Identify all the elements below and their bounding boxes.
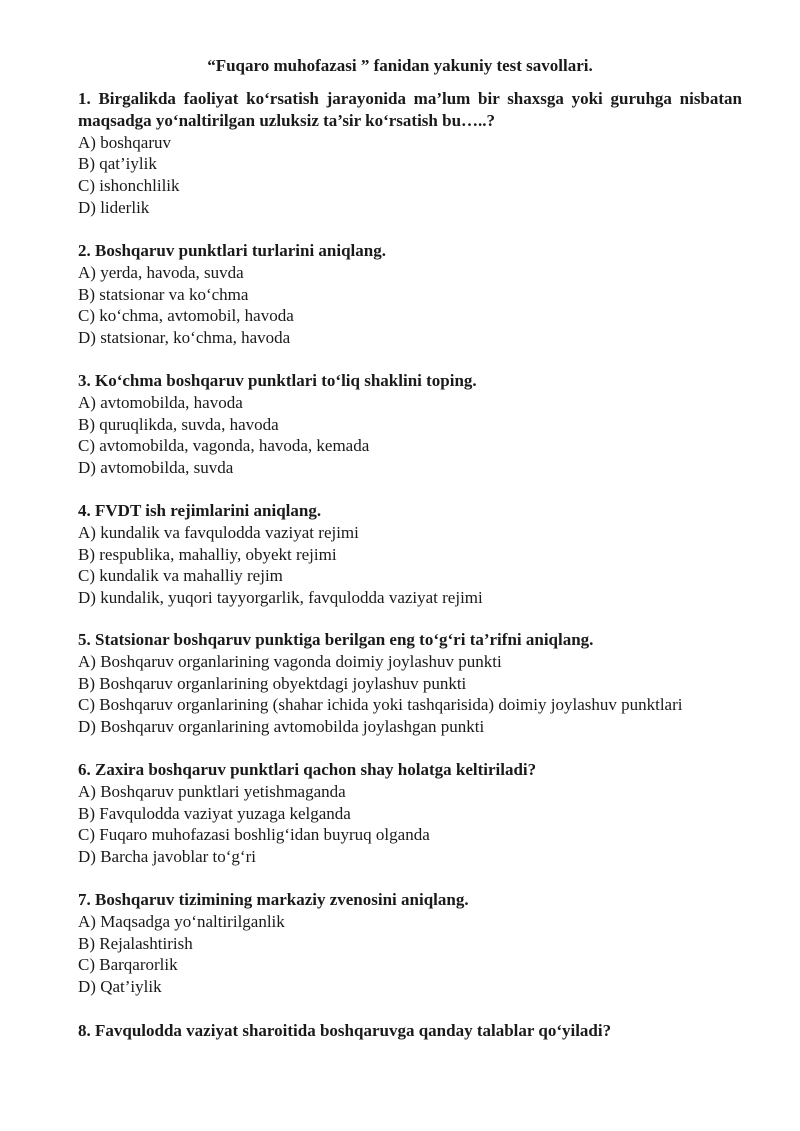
answer-option: A) Boshqaruv punktlari yetishmaganda xyxy=(78,781,346,801)
question-3 xyxy=(78,370,742,479)
answer-option: B) statsionar va ko‘chma xyxy=(78,284,249,304)
answer-option: D) Qat’iylik xyxy=(78,977,162,997)
question-text: 4. FVDT ish rejimlarini aniqlang. xyxy=(78,501,322,520)
answer-option: C) Barqarorlik xyxy=(78,955,178,975)
answer-option: D) avtomobilda, suvda xyxy=(78,458,234,478)
answer-option: C) kundalik va mahalliy rejim xyxy=(78,566,283,586)
answer-option: D) kundalik, yuqori tayyorgarlik, favqulodda vaziyat rejimi xyxy=(78,588,483,608)
answer-option: D) Boshqaruv organlarining avtomobilda joylashgan punkti xyxy=(78,717,485,737)
answer-option: C) Fuqaro muhofazasi boshlig‘idan buyruq olganda xyxy=(78,825,430,845)
question-text: 5. Statsionar boshqaruv punktiga berilgan eng to‘g‘ri ta’rifni aniqlang. xyxy=(78,630,594,649)
answer-option: B) quruqlikda, suvda, havoda xyxy=(78,414,279,434)
question-text: 8. Favqulodda vaziyat sharoitida boshqaruvga qanday talablar qo‘yiladi? xyxy=(78,1021,612,1040)
question-2 xyxy=(78,240,742,349)
document-title: “Fuqaro muhofazasi ” fanidan yakuniy test savollari. xyxy=(207,56,593,75)
answer-option: A) Boshqaruv organlarining vagonda doimiy joylashuv punkti xyxy=(78,651,502,671)
answer-option: A) Maqsadga yo‘naltirilganlik xyxy=(78,911,285,931)
answer-option: B) Rejalashtirish xyxy=(78,933,193,953)
question-text: 3. Ko‘chma boshqaruv punktlari to‘liq shaklini toping. xyxy=(78,371,477,390)
answer-option: A) boshqaruv xyxy=(78,132,172,152)
question-1 xyxy=(78,88,742,219)
question-text: 2. Boshqaruv punktlari turlarini aniqlang. xyxy=(78,241,386,260)
question-5 xyxy=(78,629,742,738)
answer-option: C) avtomobilda, vagonda, havoda, kemada xyxy=(78,436,370,456)
answer-option: D) liderlik xyxy=(78,197,150,217)
answer-option: A) avtomobilda, havoda xyxy=(78,392,243,412)
answer-option: D) statsionar, ko‘chma, havoda xyxy=(78,328,291,348)
answer-option: B) qat’iylik xyxy=(78,154,157,174)
question-text: 7. Boshqaruv tizimining markaziy zvenosini aniqlang. xyxy=(78,890,469,909)
question-8 xyxy=(78,1020,742,1042)
question-7 xyxy=(78,889,742,998)
answer-option: A) yerda, havoda, suvda xyxy=(78,262,244,282)
answer-option: C) ko‘chma, avtomobil, havoda xyxy=(78,306,294,326)
answer-option: C) Boshqaruv organlarining (shahar ichida yoki tashqarisida) doimiy joylashuv punktlari xyxy=(78,695,683,715)
answer-option: B) Boshqaruv organlarining obyektdagi joylashuv punkti xyxy=(78,673,467,693)
question-6 xyxy=(78,759,742,868)
answer-option: B) respublika, mahalliy, obyekt rejimi xyxy=(78,544,337,564)
question-4 xyxy=(78,500,742,609)
question-text: 6. Zaxira boshqaruv punktlari qachon shay holatga keltiriladi? xyxy=(78,760,537,779)
answer-option: A) kundalik va favqulodda vaziyat rejimi xyxy=(78,522,359,542)
question-text: 1. Birgalikda faoliyat ko‘rsatish jarayonida ma’lum bir shaxsga yoki guruhga nisbatan maqsadga yo‘naltirilgan uzluksiz ta’sir ko‘rsatish bu…..? xyxy=(78,89,742,130)
answer-option: D) Barcha javoblar to‘g‘ri xyxy=(78,847,256,867)
answer-option: C) ishonchlilik xyxy=(78,176,180,196)
answer-option: B) Favqulodda vaziyat yuzaga kelganda xyxy=(78,803,351,823)
